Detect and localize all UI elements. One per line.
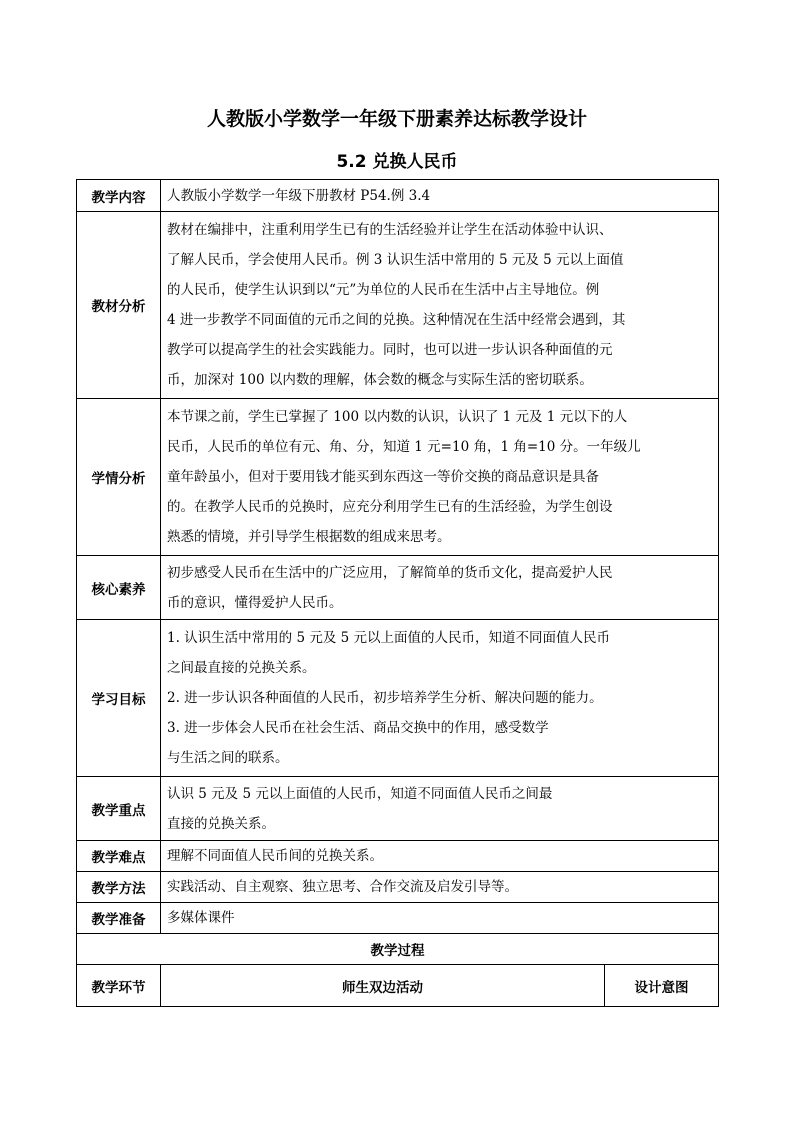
lesson-subtitle: 5.2 兑换人民币 — [336, 152, 458, 172]
lesson-plan-table — [76, 179, 719, 1007]
label-students: 学情分析 — [77, 399, 161, 556]
text-line: 初步感受人民币在生活中的广泛应用，了解简单的货币文化，提高爱护人民 — [167, 564, 613, 581]
text-line: 童年龄虽小，但对于要用钱才能买到东西这一等价交换的商品意识是具备 — [167, 469, 599, 485]
text-line: 直接的兑换关系。 — [167, 815, 275, 832]
label-content: 教学内容 — [77, 180, 161, 212]
text-line: 认识 5 元及 5 元以上面值的人民币，知道不同面值人民币之间最 — [167, 785, 553, 802]
label-key: 教学重点 — [77, 777, 161, 841]
row-prep — [77, 903, 719, 934]
text-line: 理解不同面值人民币间的兑换关系。 — [167, 848, 383, 864]
text-line: 本节课之前，学生已掌握了 100 以内数的认识，认识了 1 元及 1 元以下的人 — [167, 409, 628, 425]
text-line: 之间最直接的兑换关系。 — [167, 660, 316, 676]
text-line: 多媒体课件 — [167, 910, 235, 926]
text-line: 人教版小学数学一年级下册教材 P54.例 3.4 — [167, 187, 431, 204]
process-col-activity: 师生双边活动 — [161, 965, 605, 1007]
text-line: 教学可以提高学生的社会实践能力。同时，也可以进一步认识各种面值的元 — [167, 342, 613, 358]
cell-method — [161, 872, 719, 903]
label-literacy: 核心素养 — [77, 556, 161, 620]
cell-literacy — [161, 556, 719, 620]
row-analysis — [77, 212, 719, 399]
label-method: 教学方法 — [77, 872, 161, 903]
process-col-stage: 教学环节 — [77, 965, 161, 1007]
text-line: 实践活动、自主观察、独立思考、合作交流及启发引导等。 — [167, 879, 518, 895]
text-line: 了解人民币，学会使用人民币。例 3 认识生活中常用的 5 元及 5 元以上面值 — [167, 252, 624, 268]
row-students — [77, 399, 719, 556]
text-line: 2. 进一步认识各种面值的人民币，初步培养学生分析、解决问题的能力。 — [167, 690, 603, 706]
cell-key — [161, 777, 719, 841]
label-prep: 教学准备 — [77, 903, 161, 934]
cell-analysis — [161, 212, 719, 399]
cell-content — [161, 180, 719, 212]
row-difficulty — [77, 841, 719, 872]
row-content — [77, 180, 719, 212]
cell-students — [161, 399, 719, 556]
cell-prep — [161, 903, 719, 934]
row-method — [77, 872, 719, 903]
text-line: 民币，人民币的单位有元、角、分，知道 1 元=10 角，1 角=10 分。一年级儿 — [167, 439, 641, 455]
text-line: 4 进一步教学不同面值的元币之间的兑换。这种情况在生活中经常会遇到，其 — [167, 312, 626, 328]
row-process-heading — [77, 934, 719, 965]
row-key — [77, 777, 719, 841]
text-line: 熟悉的情境，并引导学生根据数的组成来思考。 — [167, 529, 451, 545]
process-col-intent: 设计意图 — [605, 965, 719, 1007]
document-title: 人教版小学数学一年级下册素养达标教学设计 — [206, 108, 587, 130]
cell-difficulty — [161, 841, 719, 872]
row-literacy — [77, 556, 719, 620]
text-line: 的。在教学人民币的兑换时，应充分利用学生已有的生活经验，为学生创设 — [167, 499, 613, 515]
row-goals — [77, 620, 719, 777]
label-goals: 学习目标 — [77, 620, 161, 777]
text-line: 1. 认识生活中常用的 5 元及 5 元以上面值的人民币，知道不同面值人民币 — [167, 630, 611, 646]
text-line: 的人民币，使学生认识到以“元”为单位的人民币在生活中占主导地位。例 — [167, 282, 600, 298]
text-line: 3. 进一步体会人民币在社会生活、商品交换中的作用，感受数学 — [167, 720, 549, 736]
text-line: 币的意识，懂得爱护人民币。 — [167, 594, 343, 611]
text-line: 教材在编排中，注重利用学生已有的生活经验并让学生在活动体验中认识、 — [167, 222, 613, 238]
text-line: 与生活之间的联系。 — [167, 750, 289, 766]
text-line: 币，加深对 100 以内数的理解，体会数的概念与实际生活的密切联系。 — [167, 372, 593, 388]
label-difficulty: 教学难点 — [77, 841, 161, 872]
cell-goals — [161, 620, 719, 777]
row-process-columns — [77, 965, 719, 1007]
process-heading: 教学过程 — [77, 934, 719, 965]
label-analysis: 教材分析 — [77, 212, 161, 399]
